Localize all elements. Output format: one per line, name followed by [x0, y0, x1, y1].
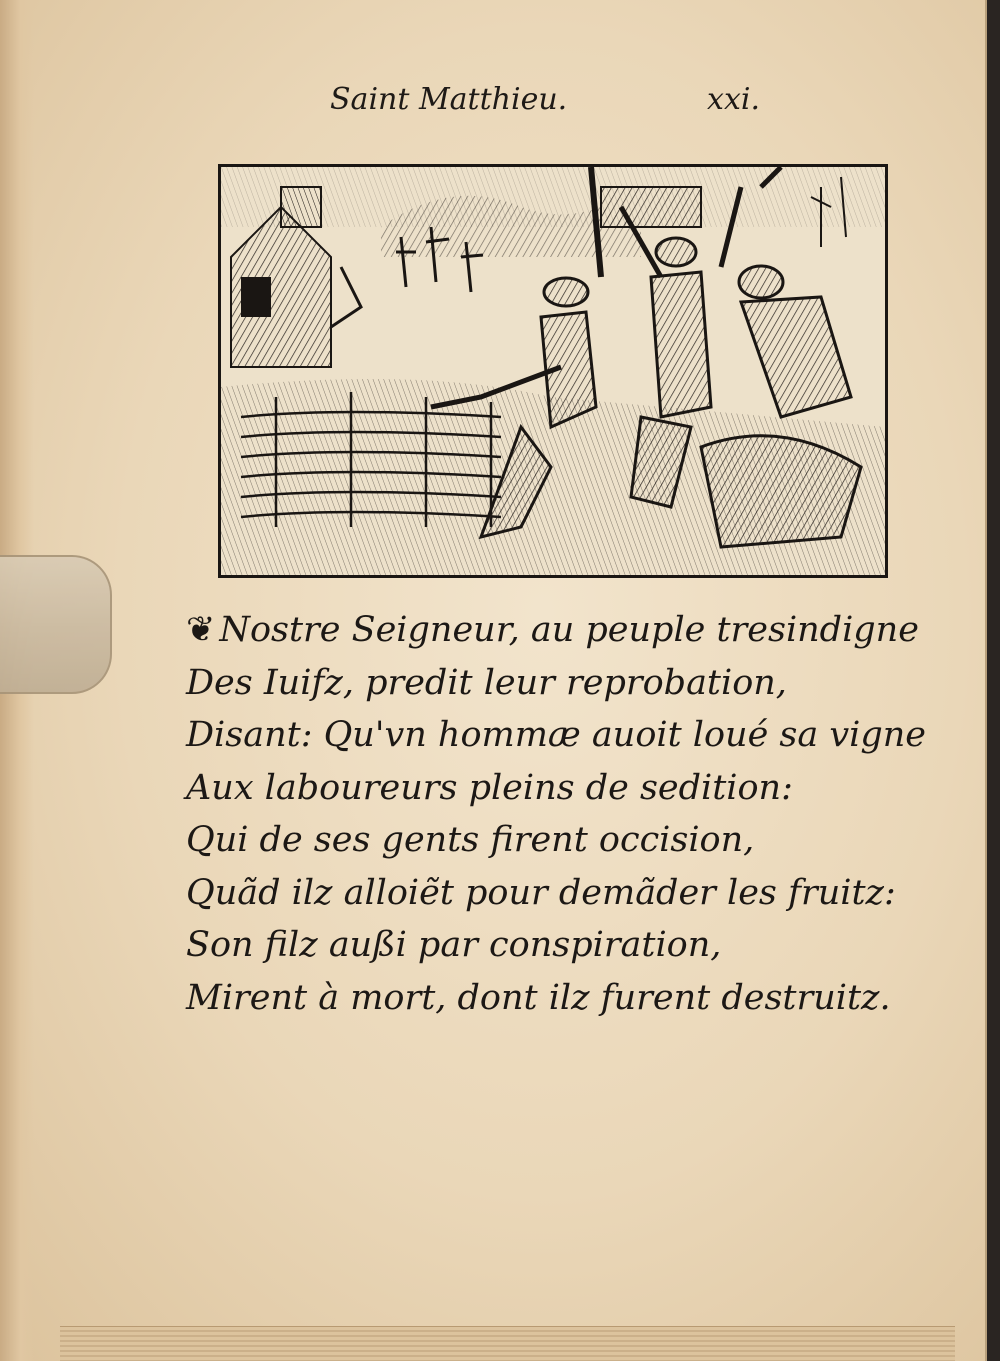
woodcut-illustration — [218, 164, 888, 578]
page-edges — [60, 1326, 955, 1361]
poem-line: Quãd ilz alloiẽt pour demãder les fruitz: — [186, 872, 896, 913]
poem-line: Son filz außi par conspiration, — [186, 925, 722, 965]
poem-line: Qui de ses gents firent occision, — [186, 820, 755, 860]
poem-line: Aux laboureurs pleins de sedition: — [186, 767, 793, 808]
poem-line: Mirent à mort, dont ilz furent destruitz. — [186, 977, 891, 1018]
running-header — [330, 82, 760, 126]
poem-line: Des Iuifz, predit leur reprobation, — [186, 662, 787, 703]
folio-number: xxi. — [707, 82, 760, 117]
page-clip — [0, 555, 112, 694]
running-title: Saint Matthieu. — [330, 82, 568, 117]
poem-line: Disant: Qu'vn hommæ auoit loué sa vigne — [186, 715, 927, 755]
woodcut-image — [221, 167, 885, 575]
fleuron-icon: ❦ — [186, 610, 216, 650]
poem-line: ❦ Nostre Seigneur, au peuple tresindigne — [186, 604, 946, 657]
poem-block — [186, 604, 946, 1024]
